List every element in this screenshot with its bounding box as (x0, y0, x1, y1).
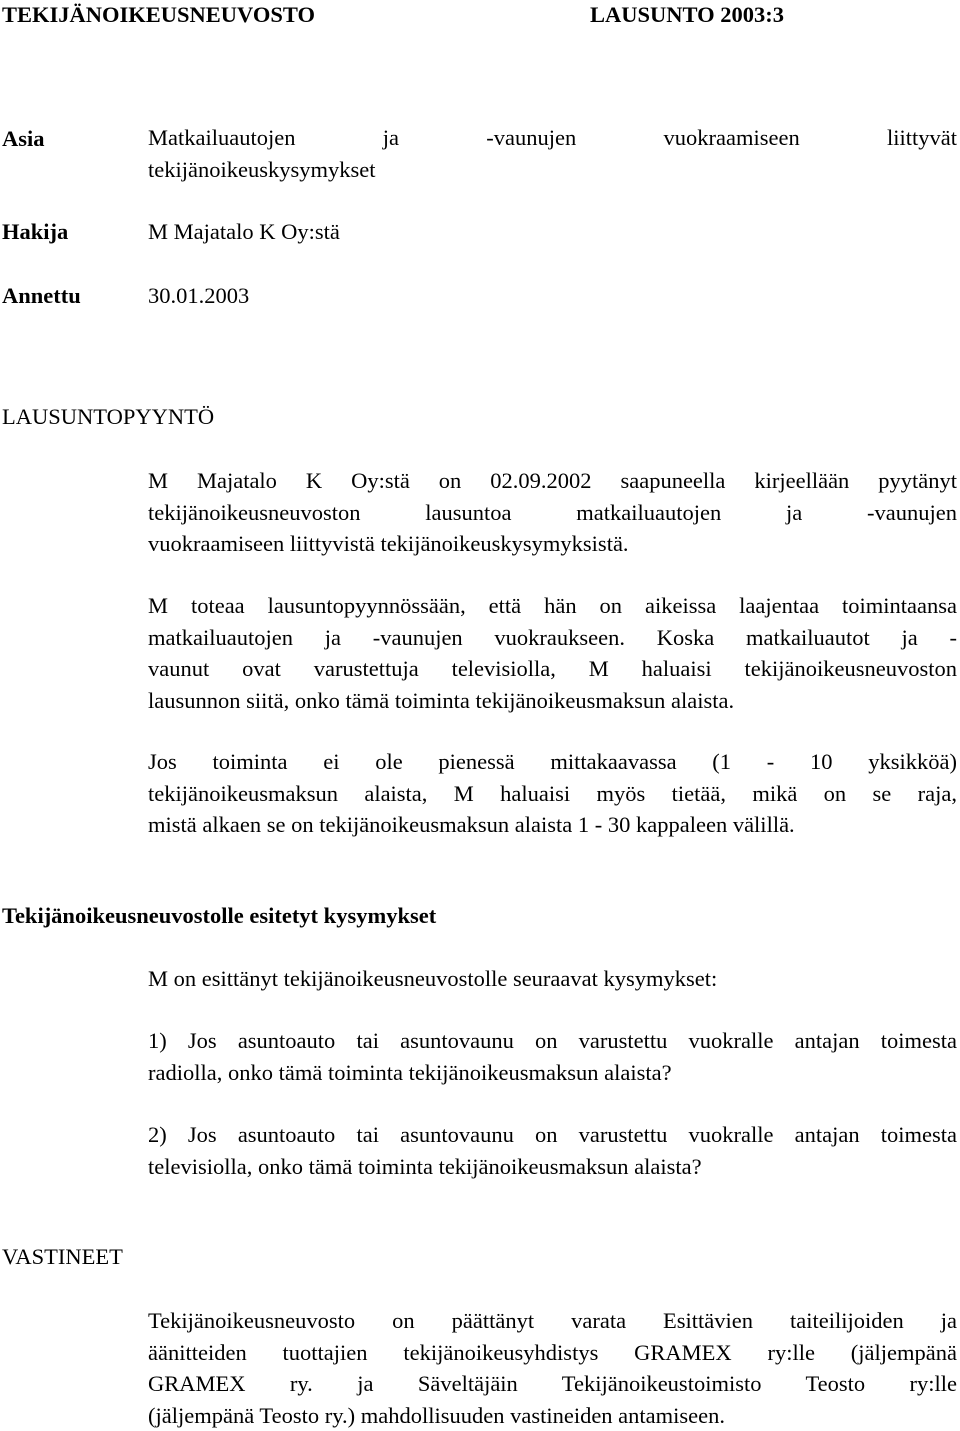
kysymykset-intro: M on esittänyt tekijänoikeusneuvostolle seuraavat kysymykset: (148, 966, 717, 992)
paragraph-line: tekijänoikeusmaksun alaista, M haluaisi myös tietää, mikä on se raja, (148, 778, 957, 810)
hakija-label: Hakija (2, 219, 68, 245)
hakija-value: M Majatalo K Oy:stä (148, 219, 340, 245)
question-2 (148, 1119, 957, 1182)
asia-line: Matkailuautojen ja -vaunujen vuokraamiseen liittyvät (148, 122, 957, 154)
paragraph (148, 590, 957, 716)
paragraph-line: Jos toiminta ei ole pienessä mittakaavassa (1 - 10 yksikköä) (148, 746, 957, 778)
paragraph (148, 1305, 957, 1431)
paragraph-line: GRAMEX ry. ja Säveltäjäin Tekijänoikeustoimisto Teosto ry:lle (148, 1368, 957, 1400)
paragraph-line: äänitteiden tuottajien tekijänoikeusyhdistys GRAMEX ry:lle (jäljempänä (148, 1337, 957, 1369)
paragraph (148, 465, 957, 560)
question-1 (148, 1025, 957, 1088)
paragraph-line: M toteaa lausuntopyynnössään, että hän on aikeissa laajentaa toimintaansa (148, 590, 957, 622)
section-heading-kysymykset: Tekijänoikeusneuvostolle esitetyt kysymykset (2, 903, 436, 929)
asia-value (148, 122, 957, 185)
paragraph-line: mistä alkaen se on tekijänoikeusmaksun alaista 1 - 30 kappaleen välillä. (148, 809, 957, 841)
paragraph-line: tekijänoikeusneuvoston lausuntoa matkailuautojen ja -vaunujen (148, 497, 957, 529)
asia-label: Asia (2, 126, 45, 152)
question-line: televisiolla, onko tämä toiminta tekijänoikeusmaksun alaista? (148, 1151, 957, 1183)
section-heading-lausuntopyynto: LAUSUNTOPYYNTÖ (2, 404, 214, 430)
paragraph (148, 746, 957, 841)
paragraph-line: vaunut ovat varustettuja televisiolla, M haluaisi tekijänoikeusneuvoston (148, 653, 957, 685)
paragraph-line: M Majatalo K Oy:stä on 02.09.2002 saapuneella kirjeellään pyytänyt (148, 465, 957, 497)
question-line: 1) Jos asuntoauto tai asuntovaunu on varustettu vuokralle antajan toimesta (148, 1025, 957, 1057)
annettu-value: 30.01.2003 (148, 283, 249, 309)
paragraph-line: vuokraamiseen liittyvistä tekijänoikeuskysymyksistä. (148, 528, 957, 560)
question-line: radiolla, onko tämä toiminta tekijänoikeusmaksun alaista? (148, 1057, 957, 1089)
statement-reference: LAUSUNTO 2003:3 (590, 2, 784, 28)
annettu-label: Annettu (2, 283, 81, 309)
paragraph-line: Tekijänoikeusneuvosto on päättänyt varata Esittävien taiteilijoiden ja (148, 1305, 957, 1337)
paragraph-line: lausunnon siitä, onko tämä toiminta tekijänoikeusmaksun alaista. (148, 685, 957, 717)
paragraph-line: matkailuautojen ja -vaunujen vuokraukseen. Koska matkailuautot ja - (148, 622, 957, 654)
organization-name: TEKIJÄNOIKEUSNEUVOSTO (2, 2, 315, 28)
section-heading-vastineet: VASTINEET (2, 1244, 123, 1270)
paragraph-line: (jäljempänä Teosto ry.) mahdollisuuden vastineiden antamiseen. (148, 1400, 957, 1431)
question-line: 2) Jos asuntoauto tai asuntovaunu on varustettu vuokralle antajan toimesta (148, 1119, 957, 1151)
asia-line: tekijänoikeuskysymykset (148, 154, 957, 186)
